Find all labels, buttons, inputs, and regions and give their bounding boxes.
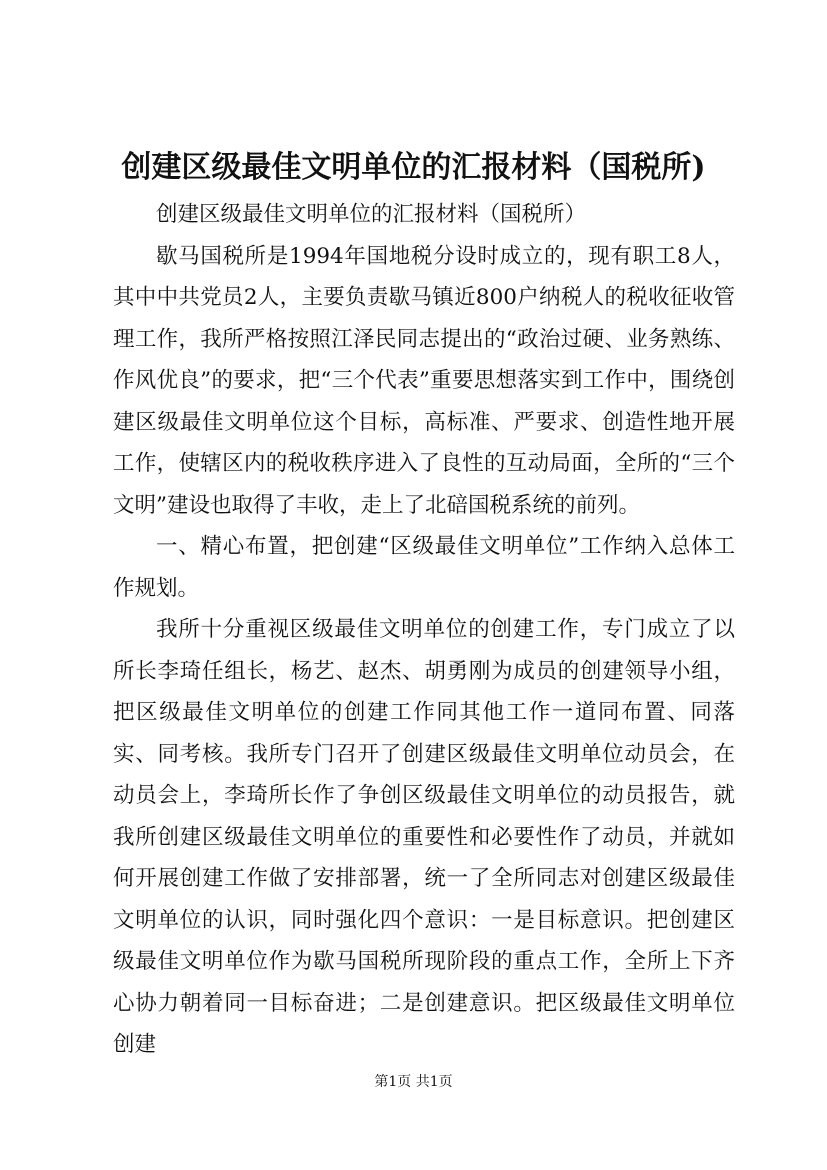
- page-footer: 第1页 共1页: [374, 1074, 453, 1090]
- intro-paragraph: 歇马国税所是1994年国地税分设时成立的，现有职工8人，其中中共党员2人，主要负责歇马镇近800户纳税人的税收征收管理工作，我所严格按照江泽民同志提出的“政治过硬、业务熟练、作风优良”的要求，把“三个代表”重要思想落实到工作中，围绕创建区级最佳文明单位这个目标，高标准、严要求、创造性地开展工作，使辖区内的税收秩序进入了良性的互动局面，全所的“三个文明”建设也取得了丰收，走上了北碚国税系统的前列。: [113, 243, 735, 518]
- body-paragraph: 我所十分重视区级最佳文明单位的创建工作，专门成立了以所长李琦任组长，杨艺、赵杰、胡勇刚为成员的创建领导小组，把区级最佳文明单位的创建工作同其他工作一道同布置、同落实、同考核。我所专门召开了创建区级最佳文明单位动员会，在动员会上，李琦所长作了争创区级最佳文明单位的动员报告，就我所创建区级最佳文明单位的重要性和必要性作了动员，并就如何开展创建工作做了安排部署，统一了全所同志对创建区级最佳文明单位的认识，同时强化四个意识：一是目标意识。把创建区级最佳文明单位作为歇马国税所现阶段的重点工作，全所上下齐心协力朝着同一目标奋进；二是创建意识。把区级最佳文明单位创建: [113, 617, 735, 1057]
- document-title: 创建区级最佳文明单位的汇报材料（国税所): [121, 150, 706, 185]
- section-heading-1: 一、精心布置，把创建“区级最佳文明单位”工作纳入总体工作规划。: [113, 534, 735, 601]
- subtitle-paragraph: 创建区级最佳文明单位的汇报材料（国税所）: [156, 202, 587, 227]
- document-body: [113, 194, 735, 1066]
